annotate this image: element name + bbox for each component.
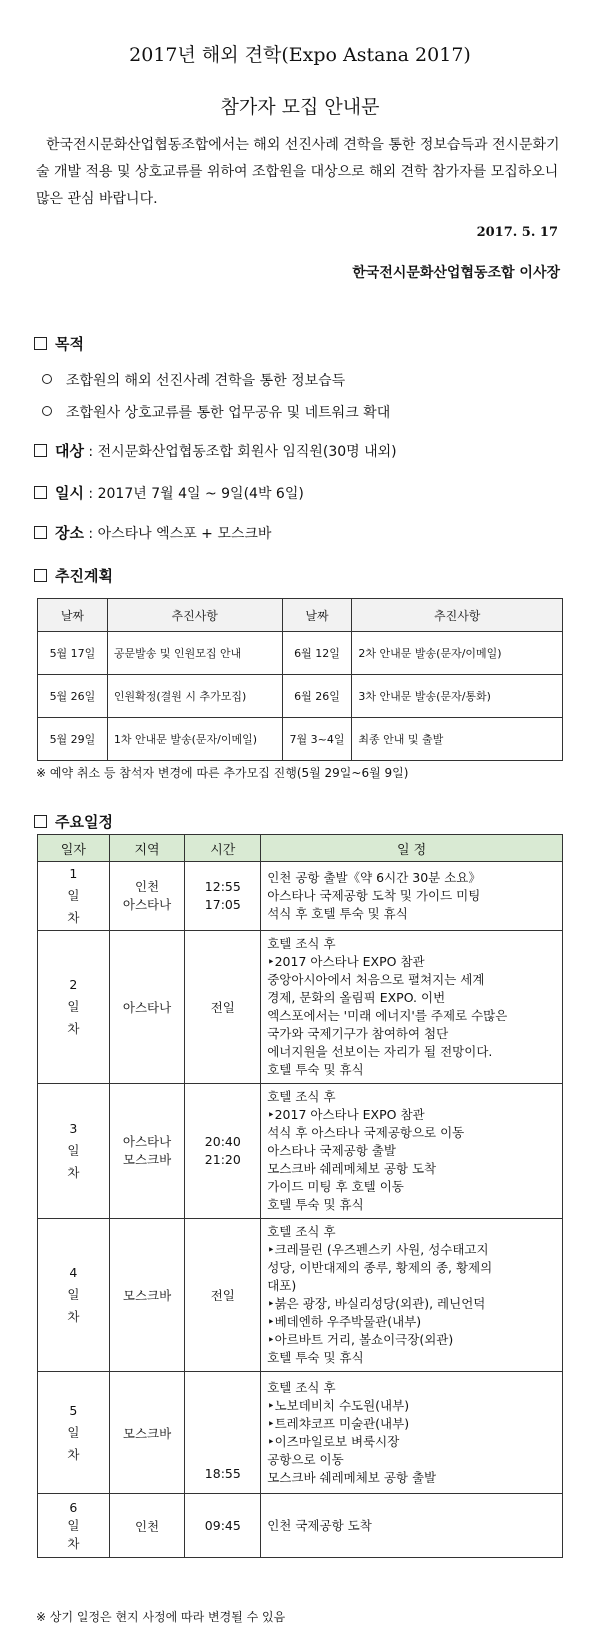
- section-purpose: [34, 333, 84, 354]
- section-period: [34, 482, 304, 503]
- intro-paragraph: 한국전시문화산업협동조합에서는 해외 선진사례 견학을 통한 정보습득과 전시문화기술 개발 적용 및 상호교류를 위하여 조합원을 대상으로 해외 견학 참가자를 모집하오니 많은 관심 바랍니다.: [36, 137, 560, 207]
- plan-date: 5월 26일: [38, 675, 108, 718]
- plan-table: [37, 598, 563, 761]
- table-row: [38, 931, 563, 1084]
- column-header: 날짜: [282, 599, 352, 632]
- itinerary-cell: 인천 공항 출발《약 6시간 30분 소요》 아스타나 국제공항 도착 및 가이드 미팅 석식 후 호텔 투숙 및 휴식: [261, 862, 563, 931]
- table-header-row: [38, 835, 563, 862]
- plan-task: 공문발송 및 인원모집 안내: [107, 632, 282, 675]
- column-header: 날짜: [38, 599, 108, 632]
- place-value: : 아스타나 엑스포 + 모스크바: [83, 526, 272, 542]
- region-cell: 아스타나: [109, 931, 185, 1084]
- day-cell: 1 일 차: [38, 862, 110, 931]
- itinerary-cell: 호텔 조식 후 ‣2017 아스타나 EXPO 참관 중앙아시아에서 처음으로 펼쳐지는 세계 경제, 문화의 올림픽 EXPO. 이번 엑스포에서는 '미래 에너지'를 주제로 수많은 국가와 국제기구가 참여하여 첨단 에너지원을 선보이는 자리가 될 전망이다. 호텔 투숙 및 휴식: [261, 931, 563, 1084]
- document-title: 2017년 해외 견학(Expo Astana 2017): [129, 44, 471, 66]
- checkbox-icon: [34, 444, 47, 457]
- section-place: [34, 522, 271, 543]
- schedule-table: [37, 834, 563, 1558]
- section-plan: [34, 565, 113, 586]
- plan-date: 5월 29일: [38, 718, 108, 761]
- day-cell: 2 일 차: [38, 931, 110, 1084]
- plan-task: 1차 안내문 발송(문자/이메일): [107, 718, 282, 761]
- time-cell: 20:40 21:20: [185, 1084, 261, 1219]
- purpose-item: 조합원사 상호교류를 통한 업무공유 및 네트워크 확대: [42, 402, 390, 422]
- section-heading: 대상: [55, 442, 84, 460]
- day-cell: 3 일 차: [38, 1084, 110, 1219]
- column-header: 일 정: [261, 835, 563, 862]
- column-header: 시간: [185, 835, 261, 862]
- table-row: [38, 1494, 563, 1558]
- day-cell: 5 일 차: [38, 1372, 110, 1494]
- section-heading: 장소: [55, 524, 84, 542]
- table-row: [38, 1084, 563, 1219]
- section-heading: 일시: [55, 484, 84, 502]
- checkbox-icon: [34, 337, 47, 350]
- issue-date: 2017. 5. 17: [476, 225, 558, 240]
- time-cell: 18:55: [185, 1372, 261, 1494]
- plan-task: 최종 안내 및 출발: [352, 718, 563, 761]
- column-header: 추진사항: [352, 599, 563, 632]
- table-row: [38, 1372, 563, 1494]
- plan-date: 7월 3~4일: [282, 718, 352, 761]
- day-cell: 6 일 차: [38, 1494, 110, 1558]
- section-heading: 주요일정: [55, 813, 113, 831]
- document-subtitle: 참가자 모집 안내문: [220, 96, 380, 118]
- plan-task: 2차 안내문 발송(문자/이메일): [352, 632, 563, 675]
- table-row: [38, 862, 563, 931]
- time-cell: 전일: [185, 931, 261, 1084]
- schedule-note: ※ 상기 일정은 현지 사정에 따라 변경될 수 있음: [36, 1610, 286, 1624]
- checkbox-icon: [34, 486, 47, 499]
- section-schedule: [34, 811, 113, 832]
- plan-date: 5월 17일: [38, 632, 108, 675]
- plan-note: ※ 예약 취소 등 참석자 변경에 따른 추가모집 진행(5월 29일~6월 9일): [36, 766, 409, 780]
- itinerary-cell: 호텔 조식 후 ‣크레믈린 (우즈펜스키 사원, 성수태고지 성당, 이반대제의 종루, 황제의 종, 황제의 대포) ‣붉은 광장, 바실리성당(외관), 레닌언덕 ‣베데엔하 우주박물관(내부) ‣아르바트 거리, 볼쇼이극장(외관) 호텔 투숙 및 휴식: [261, 1219, 563, 1372]
- itinerary-cell: 호텔 조식 후 ‣2017 아스타나 EXPO 참관 석식 후 아스타나 국제공항으로 이동 아스타나 국제공항 출발 모스크바 쉐레메체보 공항 도착 가이드 미팅 후 호텔 이동 호텔 투숙 및 휴식: [261, 1084, 563, 1219]
- time-cell: 12:55 17:05: [185, 862, 261, 931]
- region-cell: 모스크바: [109, 1219, 185, 1372]
- section-heading: 추진계획: [55, 567, 113, 585]
- table-header-row: [38, 599, 563, 632]
- table-row: [38, 1219, 563, 1372]
- plan-task: 인원확정(결원 시 추가모집): [107, 675, 282, 718]
- column-header: 지역: [109, 835, 185, 862]
- table-row: [38, 718, 563, 761]
- circle-bullet-icon: [42, 406, 52, 416]
- table-row: [38, 675, 563, 718]
- section-target: [34, 440, 397, 461]
- day-cell: 4 일 차: [38, 1219, 110, 1372]
- period-value: : 2017년 7월 4일 ~ 9일(4박 6일): [83, 486, 304, 502]
- region-cell: 인천 아스타나: [109, 862, 185, 931]
- issuer-name: 한국전시문화산업협동조합 이사장: [352, 265, 560, 281]
- itinerary-cell: 호텔 조식 후 ‣노보데비치 수도원(내부) ‣트레챠코프 미술관(내부) ‣이즈마일로보 벼룩시장 공항으로 이동 모스크바 쉐레메체보 공항 출발: [261, 1372, 563, 1494]
- plan-date: 6월 12일: [282, 632, 352, 675]
- purpose-item: 조합원의 해외 선진사례 견학을 통한 정보습득: [42, 370, 345, 390]
- region-cell: 아스타나 모스크바: [109, 1084, 185, 1219]
- plan-task: 3차 안내문 발송(문자/통화): [352, 675, 563, 718]
- column-header: 추진사항: [107, 599, 282, 632]
- plan-date: 6월 26일: [282, 675, 352, 718]
- time-cell: 09:45: [185, 1494, 261, 1558]
- circle-bullet-icon: [42, 374, 52, 384]
- region-cell: 인천: [109, 1494, 185, 1558]
- table-row: [38, 632, 563, 675]
- column-header: 일자: [38, 835, 110, 862]
- checkbox-icon: [34, 815, 47, 828]
- checkbox-icon: [34, 526, 47, 539]
- target-value: : 전시문화산업협동조합 회원사 임직원(30명 내외): [83, 444, 397, 460]
- time-cell: 전일: [185, 1219, 261, 1372]
- itinerary-cell: 인천 국제공항 도착: [261, 1494, 563, 1558]
- checkbox-icon: [34, 569, 47, 582]
- section-heading: 목적: [55, 335, 84, 353]
- region-cell: 모스크바: [109, 1372, 185, 1494]
